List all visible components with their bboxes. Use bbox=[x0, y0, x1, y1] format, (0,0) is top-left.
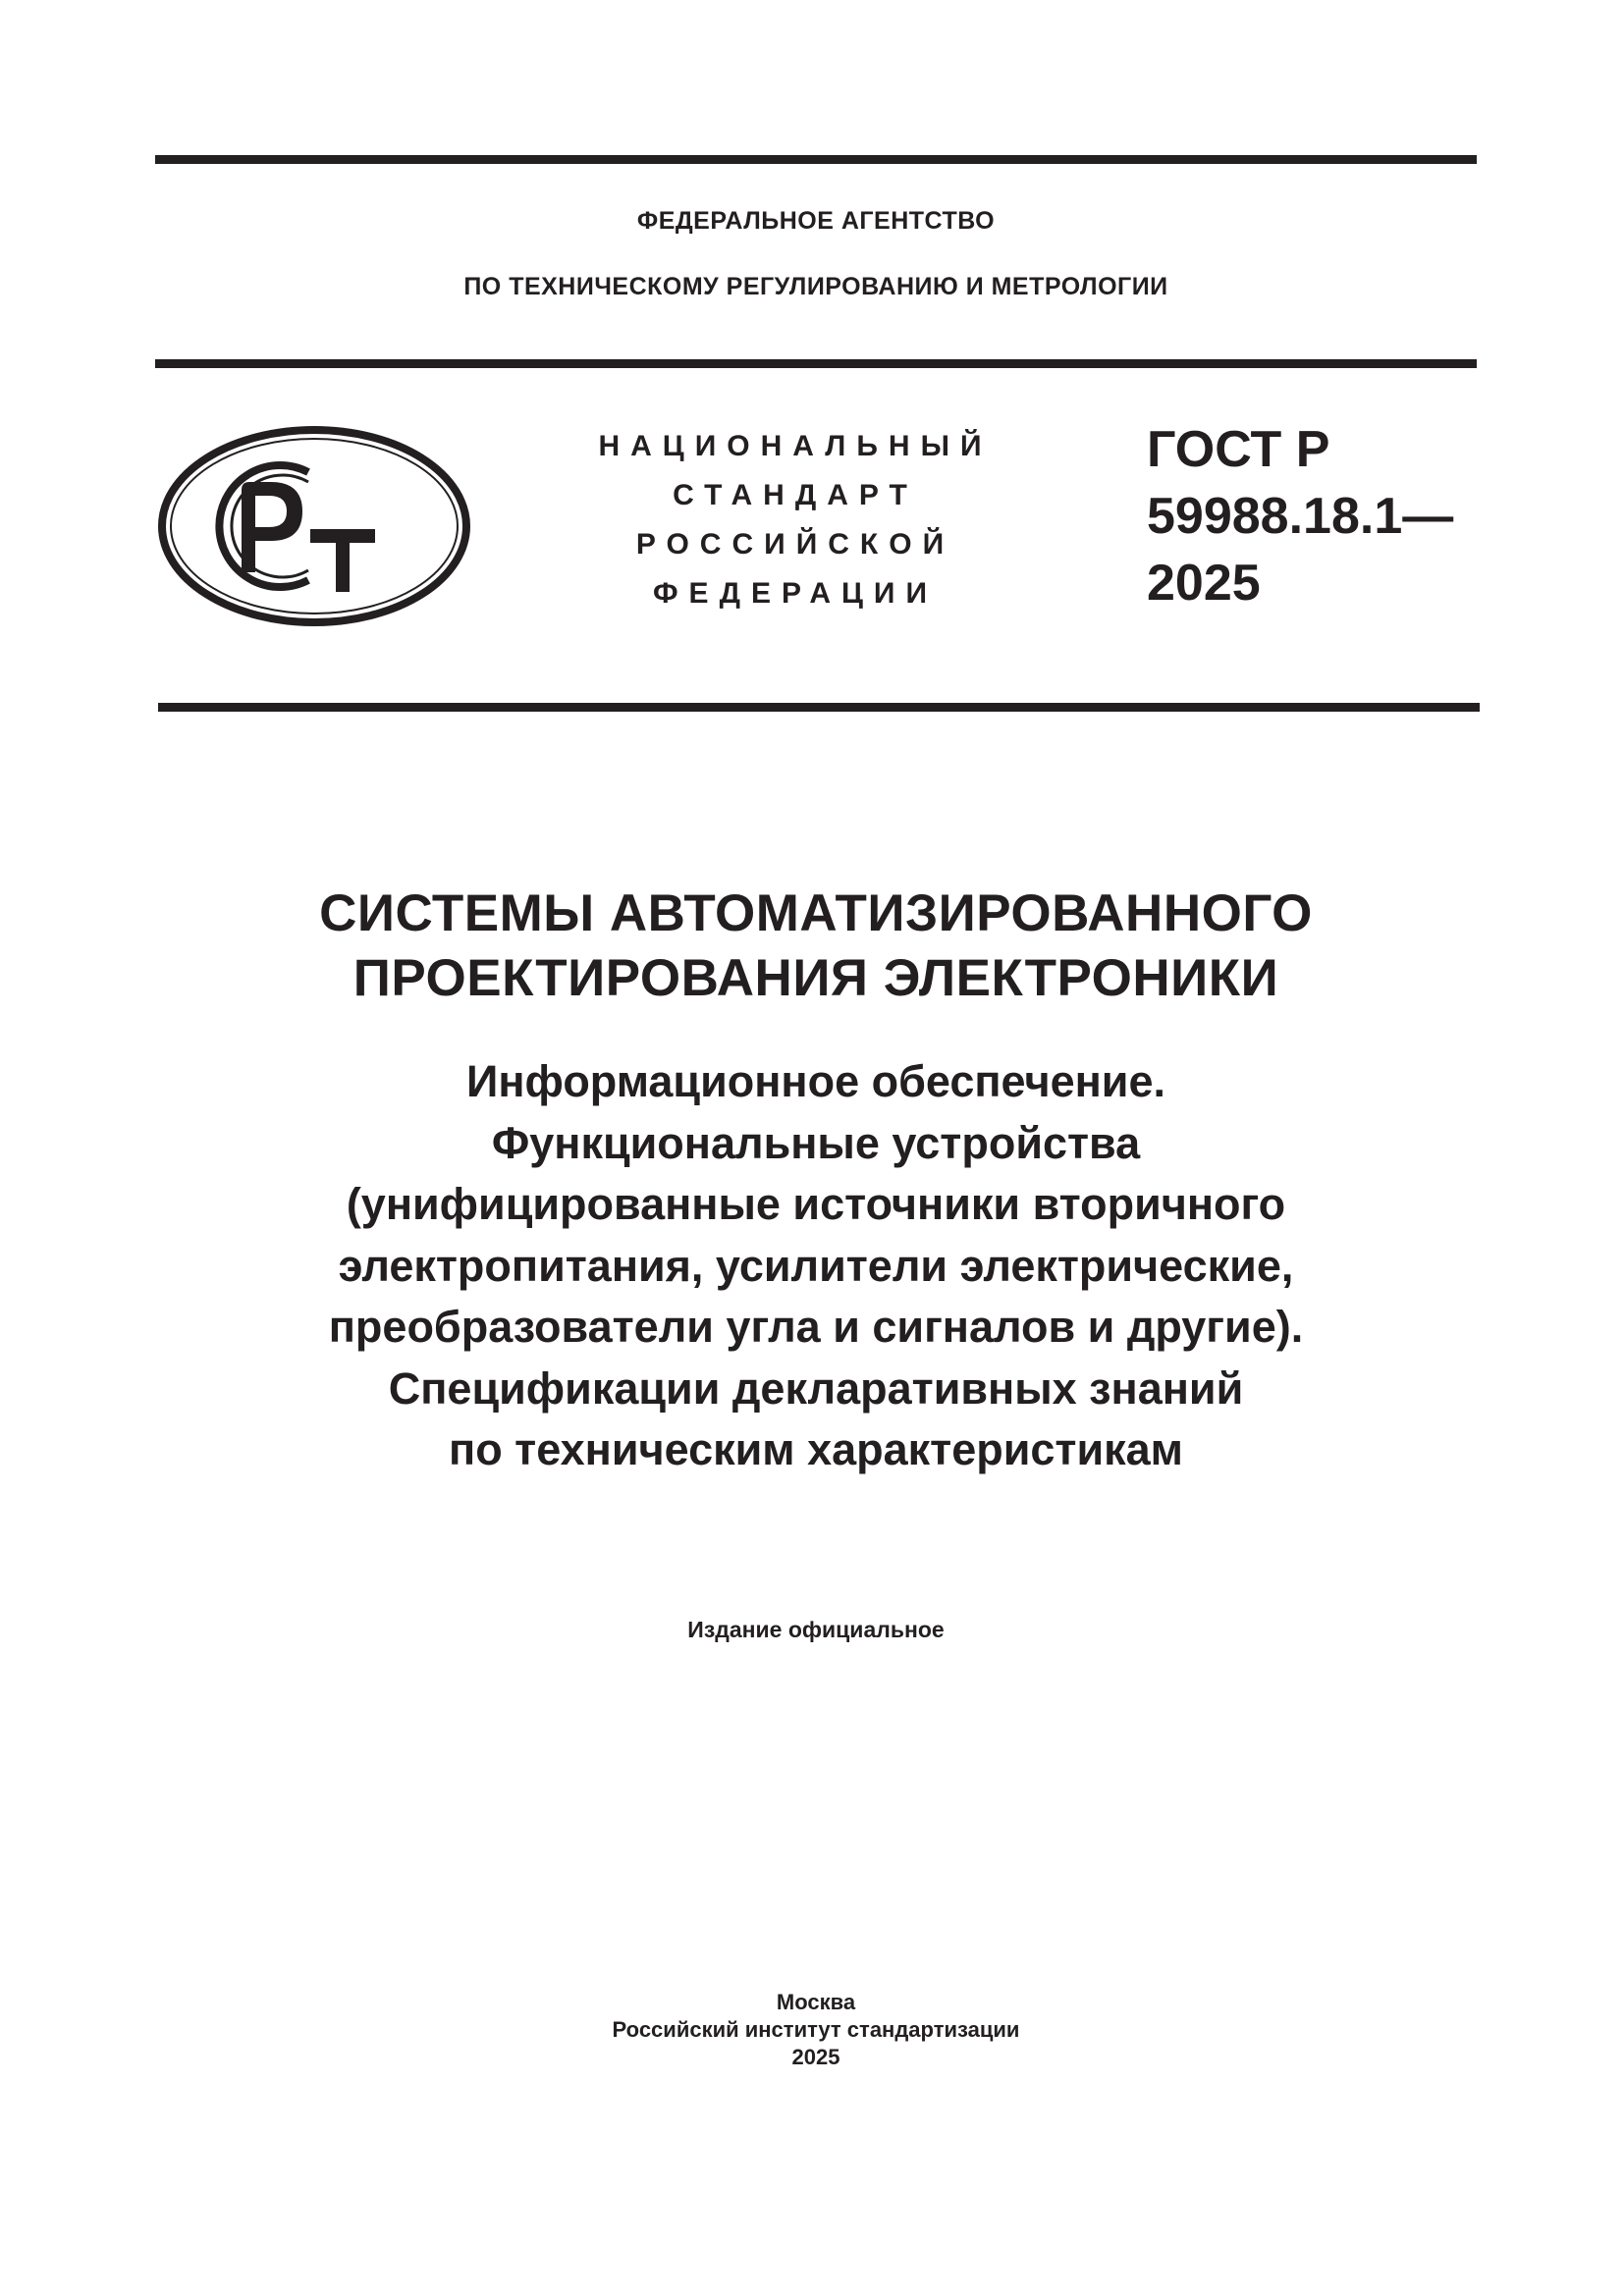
designation-rule bbox=[158, 703, 1480, 712]
publisher-block bbox=[155, 1989, 1477, 2071]
subtitle-line-5: преобразователи угла и сигналов и другие). bbox=[328, 1302, 1304, 1352]
subtitle-line-2: Функциональные устройства bbox=[491, 1117, 1141, 1168]
subtitle-line-6: Спецификации декларативных знаний bbox=[388, 1362, 1244, 1414]
subtitle-line-1: Информационное обеспечение. bbox=[466, 1056, 1165, 1106]
rst-logo-icon bbox=[157, 425, 471, 627]
national-standard-line-3: РОССИЙСКОЙ bbox=[635, 528, 955, 561]
designation-line-1: ГОСТ Р bbox=[1147, 421, 1330, 478]
publisher-year: 2025 bbox=[791, 2045, 840, 2069]
header-rule bbox=[155, 359, 1477, 368]
national-standard-label bbox=[550, 422, 1041, 618]
national-standard-line-1: НАЦИОНАЛЬНЫЙ bbox=[598, 430, 993, 462]
designation-line-3: 2025 bbox=[1147, 555, 1261, 612]
edition-label: Издание официальное bbox=[687, 1617, 945, 1642]
national-standard-line-2: СТАНДАРТ bbox=[673, 479, 918, 511]
subtitle-line-4: электропитания, усилители электрические, bbox=[338, 1240, 1294, 1291]
publisher-institute: Российский институт стандартизации bbox=[612, 2017, 1020, 2042]
subtitle-line-7: по техническим характеристикам bbox=[449, 1424, 1183, 1474]
subtitle-line-3: (унифицированные источники вторичного bbox=[346, 1179, 1286, 1229]
agency-name-line-2: ПО ТЕХНИЧЕСКОМУ РЕГУЛИРОВАНИЮ И МЕТРОЛОГИИ bbox=[463, 273, 1168, 300]
national-standard-line-4: ФЕДЕРАЦИИ bbox=[652, 577, 939, 610]
title-line-2: ПРОЕКТИРОВАНИЯ ЭЛЕКТРОНИКИ bbox=[352, 949, 1279, 1007]
publisher-city: Москва bbox=[776, 1990, 856, 2014]
document-title bbox=[155, 881, 1477, 1011]
title-line-1: СИСТЕМЫ АВТОМАТИЗИРОВАННОГО bbox=[319, 884, 1313, 942]
top-rule bbox=[155, 155, 1477, 164]
designation-line-2: 59988.18.1— bbox=[1147, 488, 1454, 545]
standard-designation bbox=[1147, 416, 1453, 616]
document-subtitle bbox=[155, 1051, 1477, 1481]
agency-name-line-1: ФЕДЕРАЛЬНОЕ АГЕНТСТВО bbox=[636, 207, 996, 235]
